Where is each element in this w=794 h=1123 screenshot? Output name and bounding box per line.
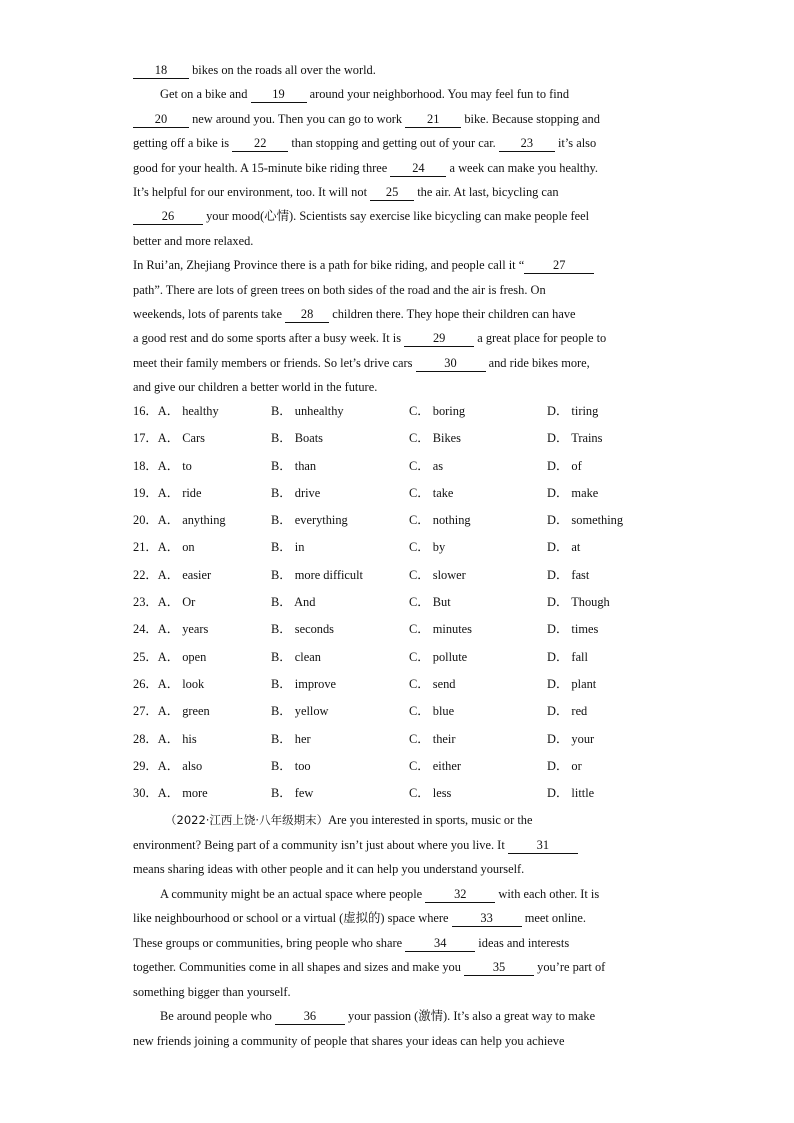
option-d[interactable]: D． something (547, 513, 624, 528)
passage-line: better and more relaxed. (133, 233, 254, 248)
option-d[interactable]: D． red (547, 704, 588, 719)
passage-text: meet their family members or friends. So let’s drive cars (133, 355, 416, 370)
option-d[interactable]: D． plant (547, 676, 597, 691)
passage-text: meet online. (521, 911, 586, 925)
option-c[interactable]: C． pollute (409, 649, 468, 664)
option-a[interactable]: A． also (157, 758, 203, 773)
option-d[interactable]: D． or (547, 758, 582, 773)
option-d[interactable]: D． times (547, 622, 599, 637)
option-b[interactable]: B． Boats (271, 431, 323, 446)
blank-33: 33 (452, 911, 522, 927)
blank-30: 30 (416, 356, 486, 372)
option-b[interactable]: B． few (271, 786, 314, 801)
passage-line (133, 931, 673, 956)
passage-text: A community might be an actual space where people (160, 886, 426, 901)
option-b[interactable]: B． than (271, 458, 317, 473)
question-row (133, 726, 673, 753)
passage-text: with each other. It is (495, 886, 600, 901)
question-row (133, 780, 673, 807)
option-a[interactable]: A． Or (157, 595, 196, 610)
question-row (133, 644, 673, 671)
blank-27: 27 (524, 258, 594, 274)
passage-line (133, 955, 673, 980)
passage-text: These groups or communities, bring people who share (133, 935, 406, 950)
passage-text: Be around people who (160, 1009, 275, 1023)
question-row (133, 453, 673, 480)
blank-29: 29 (404, 331, 474, 347)
option-b[interactable]: B． her (271, 731, 311, 746)
passage-text: bikes on the roads all over the world. (189, 63, 376, 77)
question-number: 30． (133, 786, 158, 801)
passage-line: and give our children a better world in the future. (133, 380, 378, 395)
option-c[interactable]: C． either (409, 758, 461, 773)
question-number: 20． (133, 513, 158, 528)
blank-19: 19 (251, 87, 307, 103)
question-number: 23． (133, 595, 158, 610)
option-c[interactable]: C． boring (409, 404, 466, 418)
question-options (133, 398, 673, 807)
question-number: 17． (133, 431, 158, 446)
option-b[interactable]: B． And (271, 595, 316, 610)
option-a[interactable]: A． on (157, 540, 195, 555)
passage-text: your mood(心情). Scientists say exercise like bicycling can make people feel (203, 209, 590, 224)
blank-21: 21 (405, 112, 461, 128)
option-b[interactable]: B． in (271, 540, 305, 555)
option-c[interactable]: C． less (409, 786, 452, 801)
passage-text: In Rui’an, Zhejiang Province there is a path for bike riding, and people call it “ (133, 258, 525, 273)
passage-text: getting off a bike is (133, 136, 233, 151)
passage-line (133, 808, 673, 833)
option-d[interactable]: D． Though (547, 595, 610, 610)
passage-one (133, 58, 663, 399)
blank-31: 31 (508, 838, 578, 854)
passage-text: than stopping and getting out of your car. (288, 136, 499, 151)
passage-line: means sharing ideas with other people and it can help you understand yourself. (133, 862, 525, 876)
option-b[interactable]: B． clean (271, 649, 321, 664)
passage-line (133, 326, 663, 350)
passage-text: your passion (激情). It’s also a great way to make (344, 1009, 596, 1023)
option-b[interactable]: B． too (271, 758, 311, 773)
passage-text: Get on a bike and (160, 87, 251, 102)
blank-23: 23 (499, 136, 555, 152)
option-a[interactable]: A． healthy (157, 404, 219, 418)
question-number: 29． (133, 758, 158, 773)
passage-text: bike. Because stopping and (461, 111, 600, 126)
passage-line (133, 302, 663, 326)
passage-line (133, 1004, 673, 1029)
option-a[interactable]: A． more (157, 786, 208, 801)
passage-text: around your neighborhood. You may feel fun to find (306, 87, 570, 102)
option-a[interactable]: A． green (157, 704, 210, 719)
option-d[interactable]: D． make (547, 485, 599, 500)
option-a[interactable]: A． his (157, 731, 197, 746)
option-a[interactable]: A． look (157, 676, 205, 691)
question-row (133, 753, 673, 780)
passage-line (133, 882, 673, 907)
passage-text: It’s helpful for our environment, too. It will not (133, 184, 371, 199)
option-c[interactable]: C． send (409, 676, 456, 691)
blank-26: 26 (133, 209, 203, 225)
option-d[interactable]: D． tiring (547, 404, 599, 418)
passage-line (133, 253, 663, 277)
question-row (133, 671, 673, 698)
question-number: 16． (133, 404, 158, 418)
option-d[interactable]: D． of (547, 458, 582, 473)
option-a[interactable]: A． years (157, 622, 209, 637)
blank-36: 36 (275, 1009, 345, 1025)
passage-text: the air. At last, bicycling can (414, 184, 559, 199)
passage-text: like neighbourhood or school or a virtual (虚拟的) space where (133, 911, 452, 925)
option-d[interactable]: D． at (547, 540, 581, 555)
question-number: 21． (133, 540, 158, 555)
question-number: 22． (133, 567, 158, 582)
passage-text: good for your health. A 15-minute bike riding three (133, 160, 391, 175)
question-number: 19． (133, 485, 158, 500)
passage-text: children there. They hope their children can have (329, 306, 576, 321)
question-row (133, 589, 673, 616)
option-c[interactable]: C． by (409, 540, 446, 555)
passage-line (133, 351, 663, 375)
question-row (133, 698, 673, 725)
passage-line (133, 131, 663, 155)
option-a[interactable]: A． to (157, 458, 192, 473)
question-row (133, 507, 673, 534)
passage-text: and ride bikes more, (485, 355, 590, 370)
passage-line (133, 156, 663, 180)
option-b[interactable]: B． unhealthy (271, 404, 344, 418)
question-row (133, 398, 673, 425)
passage-line (133, 58, 663, 82)
option-d[interactable]: D． fast (547, 567, 590, 582)
option-c[interactable]: C． blue (409, 704, 455, 719)
passage-line: something bigger than yourself. (133, 984, 291, 999)
blank-25: 25 (370, 185, 414, 201)
option-b[interactable]: B． yellow (271, 704, 329, 719)
passage-line (133, 833, 673, 858)
blank-32: 32 (425, 887, 495, 903)
option-b[interactable]: B． drive (271, 485, 321, 500)
option-d[interactable]: D． your (547, 731, 595, 746)
option-a[interactable]: A． anything (157, 513, 226, 528)
passage-text: new around you. Then you can go to work (189, 111, 406, 126)
passage-text: together. Communities come in all shapes and sizes and make you (133, 960, 465, 974)
option-a[interactable]: A． ride (157, 485, 202, 500)
option-d[interactable]: D． fall (547, 649, 588, 664)
option-c[interactable]: C． nothing (409, 513, 471, 528)
blank-35: 35 (464, 960, 534, 976)
question-number: 25． (133, 649, 158, 664)
blank-28: 28 (285, 307, 329, 323)
passage-two (133, 808, 673, 1053)
question-row (133, 616, 673, 643)
option-c[interactable]: C． But (409, 595, 451, 610)
option-c[interactable]: C． Bikes (409, 431, 461, 446)
passage-text: a week can make you healthy. (446, 160, 599, 175)
question-row (133, 425, 673, 452)
passage-text: Are you interested in sports, music or the (328, 813, 533, 827)
passage-line (133, 906, 673, 931)
option-b[interactable]: B． improve (271, 676, 337, 691)
blank-24: 24 (390, 161, 446, 177)
passage-line: new friends joining a community of people that shares your ideas can help you achieve (133, 1033, 565, 1048)
option-d[interactable]: D． little (547, 786, 595, 801)
passage-text: a great place for people to (474, 331, 607, 346)
question-number: 26． (133, 676, 158, 691)
question-row (133, 480, 673, 507)
option-b[interactable]: B． everything (271, 513, 348, 528)
passage-text: ideas and interests (475, 935, 570, 950)
option-c[interactable]: C． their (409, 731, 456, 746)
passage-text: weekends, lots of parents take (133, 306, 286, 321)
blank-20: 20 (133, 112, 189, 128)
option-b[interactable]: B． seconds (271, 622, 334, 637)
option-d[interactable]: D． Trains (547, 431, 603, 446)
blank-22: 22 (232, 136, 288, 152)
passage-line (133, 107, 663, 131)
source-label: （2022·江西上饶·八年级期末） (165, 813, 329, 827)
blank-18: 18 (133, 63, 189, 79)
option-b[interactable]: B． more difficult (271, 567, 363, 582)
blank-34: 34 (405, 936, 475, 952)
question-row (133, 562, 673, 589)
question-number: 28． (133, 731, 158, 746)
passage-line: path”. There are lots of green trees on both sides of the road and the air is fresh. On (133, 282, 546, 297)
passage-line (133, 180, 663, 204)
question-number: 27． (133, 704, 158, 719)
passage-text: environment? Being part of a community isn’t just about where you live. It (133, 837, 508, 852)
passage-text: a good rest and do some sports after a busy week. It is (133, 331, 405, 346)
passage-line (133, 82, 663, 106)
option-c[interactable]: C． slower (409, 567, 466, 582)
option-c[interactable]: C． take (409, 485, 454, 500)
question-number: 24． (133, 622, 158, 637)
question-number: 18． (133, 458, 158, 473)
question-row (133, 534, 673, 561)
passage-text: you’re part of (534, 960, 606, 974)
option-a[interactable]: A． Cars (157, 431, 205, 446)
option-a[interactable]: A． open (157, 649, 207, 664)
passage-text: it’s also (554, 136, 597, 151)
option-c[interactable]: C． minutes (409, 622, 472, 637)
option-c[interactable]: C． as (409, 458, 444, 473)
option-a[interactable]: A． easier (157, 567, 212, 582)
passage-line (133, 204, 663, 228)
